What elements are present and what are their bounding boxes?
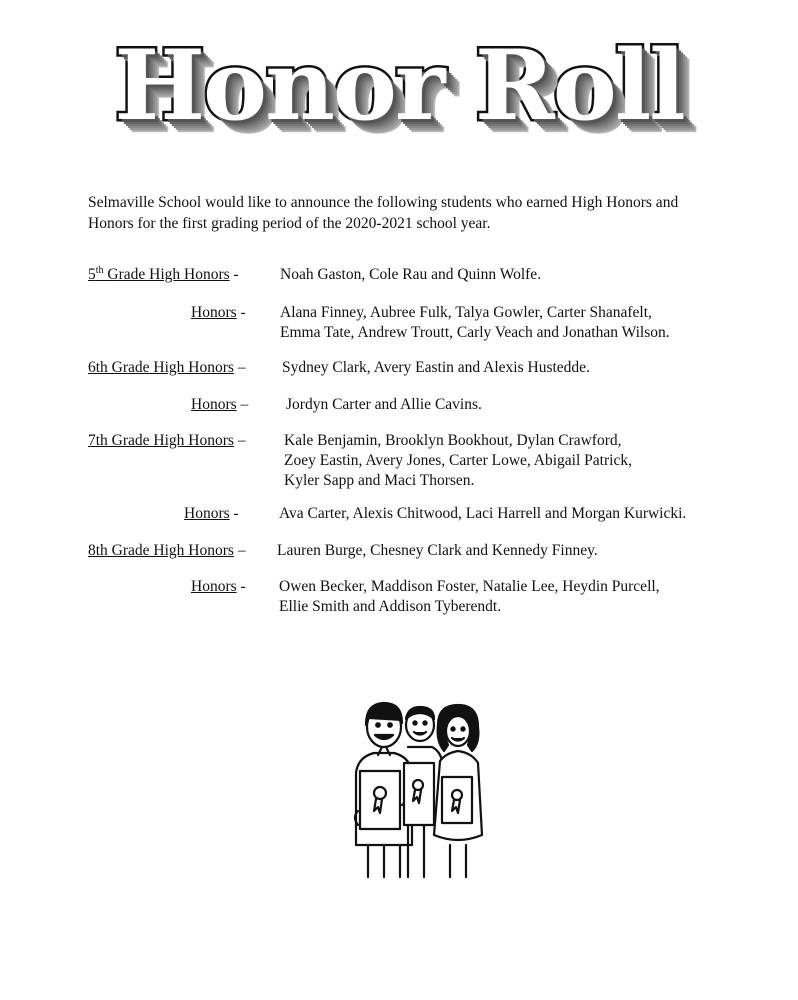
- honors-label-text: Honors: [191, 396, 237, 413]
- grade-8-honors-names: Owen Becker, Maddison Foster, Natalie Lee, Heydin Purcell, Ellie Smith and Addison Tyberendt.: [279, 578, 660, 615]
- grade-8-label-text: 8th Grade High Honors: [88, 542, 234, 559]
- label-separator: –: [233, 359, 246, 376]
- grade-8-high-honors-names: Lauren Burge, Chesney Clark and Kennedy Finney.: [277, 542, 598, 559]
- honors-label-text: Honors: [191, 304, 237, 321]
- grade-6-honors-names: Jordyn Carter and Allie Cavins.: [286, 396, 482, 413]
- grade-6-honors-label: [191, 395, 248, 415]
- grade-7-label-text: 7th Grade High Honors: [88, 432, 234, 449]
- grade-5-label-text: Grade High Honors: [107, 266, 230, 283]
- grade-5-high-honors-names: Noah Gaston, Cole Rau and Quinn Wolfe.: [280, 266, 542, 283]
- grade-5-high-honors-label: [88, 265, 239, 285]
- grade-8-honors-label: [191, 577, 246, 597]
- intro-paragraph: Selmaville School would like to announce the following students who earned High Honors and Honors for the first grading period of the 2020-2021 school year.: [88, 194, 679, 232]
- certificate-middle: [404, 763, 434, 825]
- grade-7-honors-names: Ava Carter, Alexis Chitwood, Laci Harrell and Morgan Kurwicki.: [279, 505, 687, 522]
- grade-6-label-text: 6th Grade High Honors: [88, 359, 234, 376]
- grade-8-high-honors-label: [88, 541, 246, 561]
- grade-7-high-honors-label: [88, 431, 246, 451]
- grade-6-high-honors-names: Sydney Clark, Avery Eastin and Alexis Hustedde.: [282, 359, 590, 376]
- certificate-right: [442, 777, 472, 823]
- certificate-left: [355, 771, 407, 829]
- honors-label-text: Honors: [184, 505, 230, 522]
- label-separator: –: [236, 396, 249, 413]
- grade-6-high-honors-label: [88, 358, 246, 378]
- grade-5-honors-label: [191, 303, 246, 323]
- label-separator: -: [229, 266, 239, 283]
- grade-5-ordinal-suffix: th: [95, 264, 104, 276]
- grade-5-number: 5: [88, 266, 96, 283]
- page-title: Honor Roll: [114, 29, 684, 142]
- students-with-certificates-clipart: [346, 695, 486, 880]
- label-separator: –: [233, 542, 246, 559]
- label-separator: -: [236, 578, 246, 595]
- label-separator: -: [236, 304, 246, 321]
- grade-5-honors-names: Alana Finney, Aubree Fulk, Talya Gowler, Carter Shanafelt, Emma Tate, Andrew Troutt, Carly Veach and Jonathan Wilson.: [280, 304, 670, 341]
- grade-7-honors-label: [184, 504, 239, 524]
- label-separator: -: [229, 505, 239, 522]
- grade-7-high-honors-names: Kale Benjamin, Brooklyn Bookhout, Dylan Crawford, Zoey Eastin, Avery Jones, Carter Lowe, Abigail Patrick, Kyler Sapp and Maci Thorsen.: [284, 432, 632, 489]
- label-separator: –: [233, 432, 246, 449]
- honors-label-text: Honors: [191, 578, 237, 595]
